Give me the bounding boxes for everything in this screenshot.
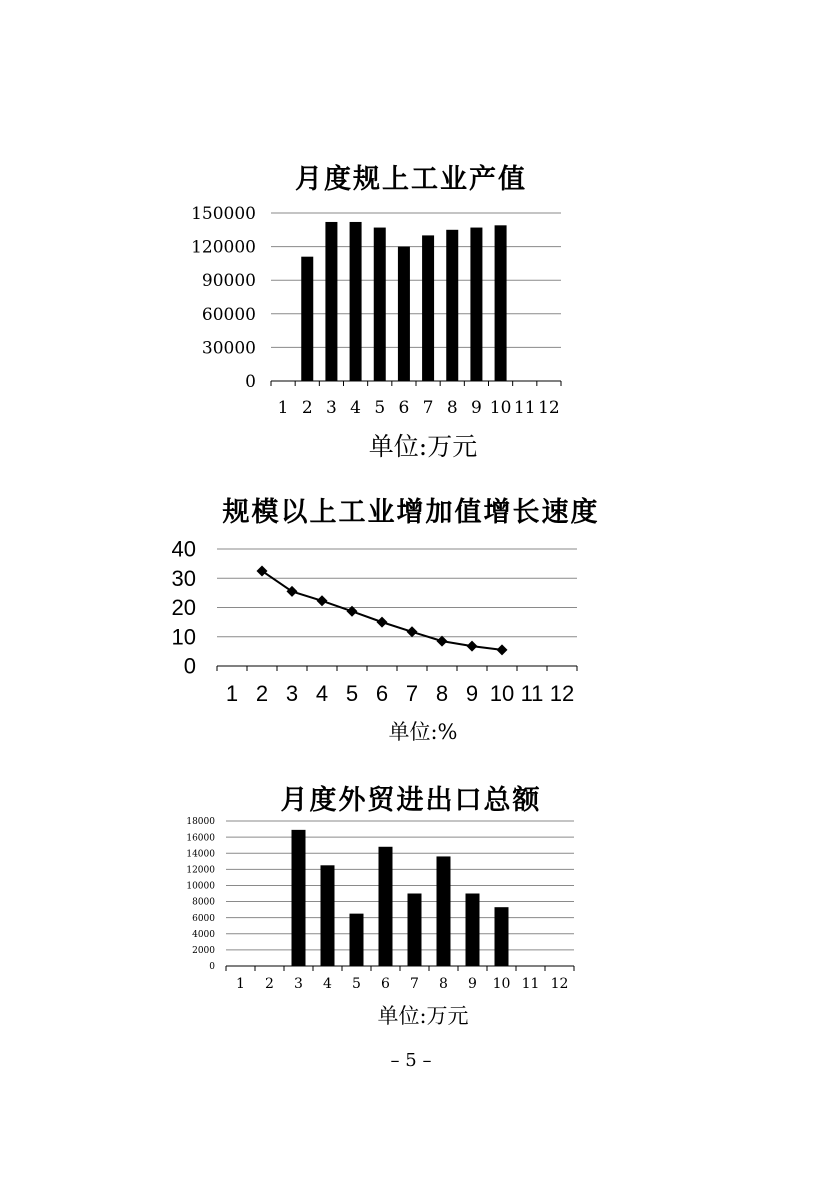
chart2-unit-label: 单位:% xyxy=(388,720,458,744)
chart3-unit-label: 单位:万元 xyxy=(377,1004,469,1028)
page-number: – 5 – xyxy=(390,1050,432,1071)
x-tick-label: 3 xyxy=(326,398,337,418)
y-tick-label: 90000 xyxy=(201,271,256,292)
x-tick-label: 10 xyxy=(489,398,512,418)
x-tick-label: 7 xyxy=(422,398,434,418)
y-tick-label: 12000 xyxy=(186,865,215,876)
y-tick-label: 16000 xyxy=(186,833,215,844)
x-tick-label: 2 xyxy=(255,681,269,706)
x-tick-label: 12 xyxy=(549,681,575,706)
y-tick-label: 10 xyxy=(171,624,196,650)
bar xyxy=(466,894,480,967)
x-tick-label: 5 xyxy=(345,681,359,706)
x-tick-label: 8 xyxy=(446,398,458,418)
y-tick-label: 60000 xyxy=(201,304,256,325)
x-tick-label: 9 xyxy=(471,398,482,418)
y-tick-label: 8000 xyxy=(192,897,215,908)
x-tick-label: 4 xyxy=(323,976,332,992)
x-tick-label: 4 xyxy=(350,398,361,418)
y-tick-label: 120000 xyxy=(191,237,256,258)
x-tick-label: 10 xyxy=(492,976,511,992)
x-tick-label: 4 xyxy=(315,681,329,706)
y-tick-label: 14000 xyxy=(186,849,215,860)
x-tick-label: 10 xyxy=(489,681,515,706)
x-tick-label: 11 xyxy=(513,398,536,418)
y-tick-label: 20 xyxy=(171,595,196,621)
x-tick-label: 6 xyxy=(398,398,410,418)
x-tick-label: 11 xyxy=(520,681,544,706)
x-tick-label: 5 xyxy=(352,976,361,992)
chart1-unit-label: 单位:万元 xyxy=(368,432,478,461)
x-tick-label: 11 xyxy=(521,976,540,992)
y-tick-label: 0 xyxy=(245,371,256,392)
x-tick-label: 1 xyxy=(225,681,239,706)
chart2-title: 规模以上工业增加值增长速度 xyxy=(222,497,600,528)
x-tick-label: 12 xyxy=(538,398,560,418)
y-tick-label: 6000 xyxy=(192,913,215,924)
x-tick-label: 8 xyxy=(439,976,448,992)
y-tick-label: 2000 xyxy=(192,946,215,957)
x-tick-label: 7 xyxy=(405,681,419,706)
y-tick-label: 4000 xyxy=(192,929,215,940)
x-tick-label: 1 xyxy=(277,398,289,418)
x-tick-label: 1 xyxy=(236,976,245,992)
bar xyxy=(379,847,393,966)
x-tick-label: 7 xyxy=(410,976,419,992)
x-tick-label: 9 xyxy=(465,681,479,706)
x-tick-label: 5 xyxy=(374,398,386,418)
bar xyxy=(350,914,364,966)
x-tick-label: 8 xyxy=(435,681,449,706)
bar xyxy=(408,894,422,967)
y-tick-label: 40 xyxy=(171,536,196,562)
y-tick-label: 10000 xyxy=(186,881,215,892)
y-tick-label: 0 xyxy=(209,962,215,973)
x-tick-label: 9 xyxy=(468,976,477,992)
x-tick-label: 6 xyxy=(381,976,390,992)
y-tick-label: 150000 xyxy=(191,203,256,224)
bar xyxy=(437,856,451,966)
chart3-title: 月度外贸进出口总额 xyxy=(280,785,542,816)
y-tick-label: 30 xyxy=(171,565,196,591)
x-tick-label: 12 xyxy=(550,976,569,992)
chart1-title: 月度规上工业产值 xyxy=(295,164,527,195)
x-tick-label: 3 xyxy=(294,976,303,992)
bar xyxy=(321,865,335,966)
x-tick-label: 6 xyxy=(375,681,389,706)
x-tick-label: 3 xyxy=(285,681,299,706)
x-tick-label: 2 xyxy=(301,398,313,418)
bar xyxy=(495,907,509,966)
x-tick-label: 2 xyxy=(265,976,274,992)
bar xyxy=(292,830,306,966)
y-tick-label: 18000 xyxy=(186,817,215,828)
y-tick-label: 30000 xyxy=(201,338,256,359)
y-tick-label: 0 xyxy=(183,653,196,679)
